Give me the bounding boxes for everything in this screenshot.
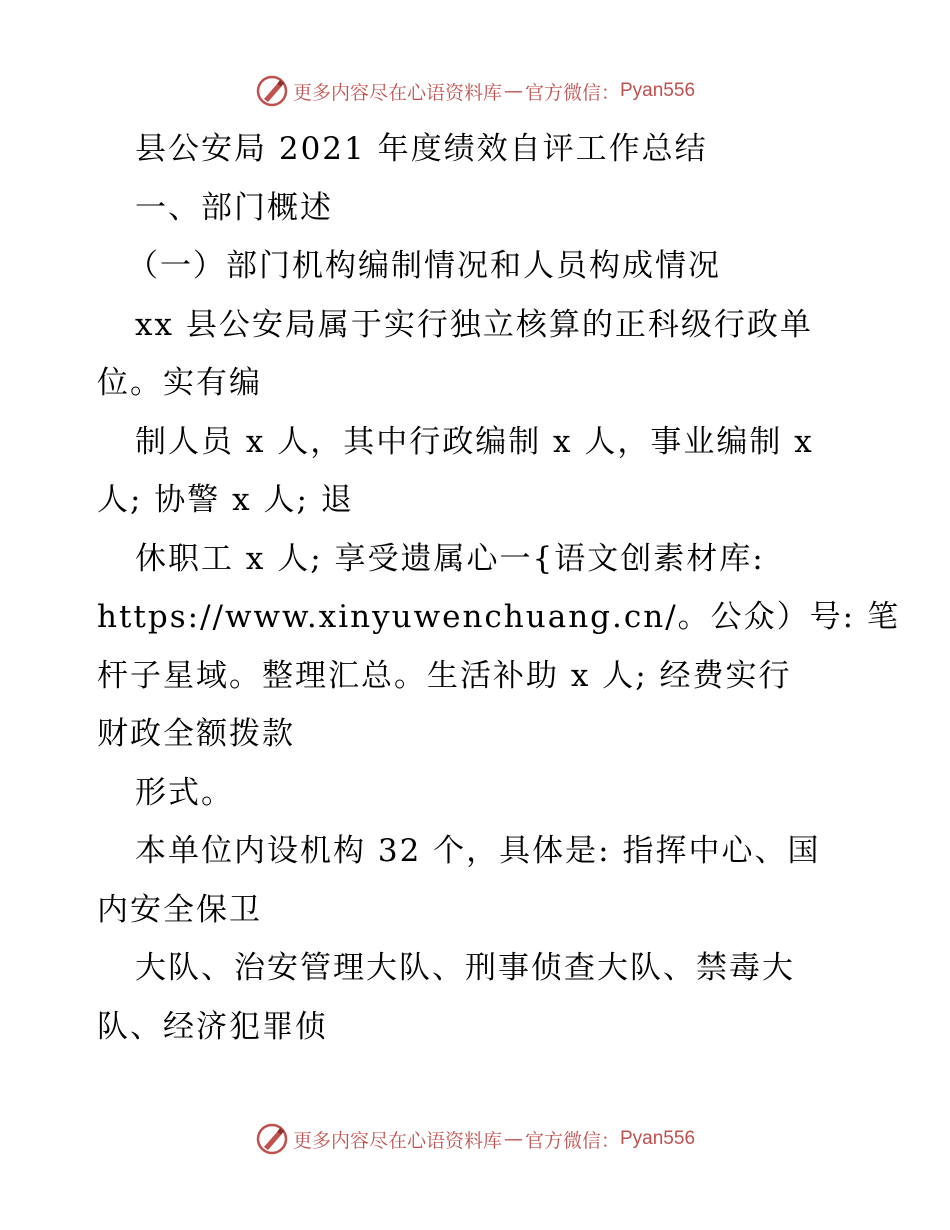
paragraph-line: xx 县公安局属于实行独立核算的正科级行政单 — [135, 306, 813, 343]
paragraph-line: 本单位内设机构 32 个，具体是: 指挥中心、国 — [135, 833, 821, 869]
paragraph-line: 休职工 x 人; 享受遗属心一{语文创素材库: — [135, 540, 765, 577]
watermark-dash: — — [503, 80, 523, 102]
watermark-wechat-label: 官方微信： — [524, 1129, 620, 1152]
paragraph-line: 杆子星域。整理汇总。生活补助 x 人; 经费实行 — [97, 657, 792, 694]
watermark-wechat-id: Pyan556 — [620, 80, 696, 101]
paragraph-line: 大队、治安管理大队、刑事侦查大队、禁毒大 — [135, 950, 795, 986]
header-watermark — [0, 71, 950, 111]
paragraph-line: 制人员 x 人，其中行政编制 x 人，事业编制 x — [135, 423, 814, 460]
watermark-dash: — — [503, 1128, 523, 1150]
footer-watermark — [0, 1119, 950, 1159]
paragraph-line: 人; 协警 x 人; 退 — [97, 482, 354, 518]
document-body — [97, 120, 900, 1056]
paragraph-line: 队、经济犯罪侦 — [97, 1008, 328, 1045]
section-heading: 一、部门概述 — [135, 189, 333, 226]
paragraph-line: https://www.xinyuwenchuang.cn/。公众）号: 笔 — [97, 599, 900, 635]
watermark-wechat-label: 官方微信： — [524, 81, 620, 104]
pen-logo-icon — [255, 74, 289, 108]
watermark-text: 更多内容尽在心语资料库 — [292, 1129, 502, 1152]
paragraph-line: 内安全保卫 — [97, 891, 262, 928]
pen-logo-icon — [255, 1122, 289, 1156]
watermark-wechat-id: Pyan556 — [620, 1128, 696, 1149]
paragraph-line: 位。实有编 — [97, 365, 262, 401]
paragraph-line: 财政全额拨款 — [97, 716, 295, 752]
paragraph-line: 形式。 — [135, 774, 234, 811]
document-title: 县公安局 2021 年度绩效自评工作总结 — [135, 131, 708, 167]
subsection-heading: （一）部门机构编制情况和人员构成情况 — [127, 248, 721, 284]
watermark-text: 更多内容尽在心语资料库 — [292, 81, 502, 104]
